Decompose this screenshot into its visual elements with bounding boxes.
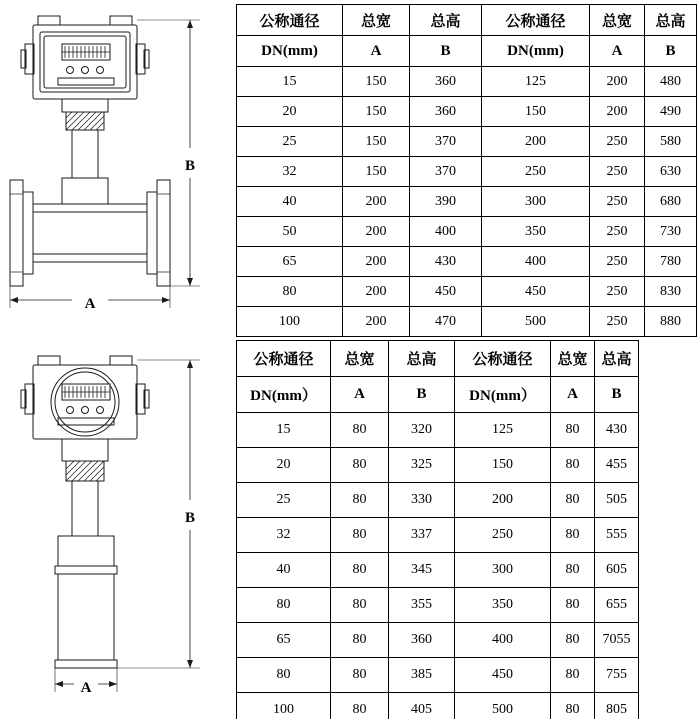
cell-b-left: 400	[410, 217, 482, 247]
table-row	[237, 97, 697, 127]
cell-b-left: 370	[410, 157, 482, 187]
table-row	[237, 553, 639, 588]
cell-b-right: 7055	[595, 623, 639, 658]
cell-a-left: 200	[343, 277, 410, 307]
cell-dn-left: 80	[237, 277, 343, 307]
cell-b-left: 330	[389, 483, 455, 518]
cell-dn-right: 350	[455, 588, 551, 623]
cell-a-right: 250	[590, 127, 645, 157]
header-dn-unit-left-2: DN(mm）	[237, 377, 331, 413]
cell-b-right: 480	[645, 67, 697, 97]
cell-a-left: 80	[331, 483, 389, 518]
cell-a-right: 250	[590, 247, 645, 277]
header-b-right-2: B	[595, 377, 639, 413]
cell-dn-left: 100	[237, 693, 331, 719]
table-clamp-type	[236, 340, 639, 719]
cell-dn-left: 100	[237, 307, 343, 337]
cell-dn-left: 25	[237, 483, 331, 518]
cell-a-right: 250	[590, 187, 645, 217]
cell-dn-left: 15	[237, 67, 343, 97]
cell-dn-right: 200	[482, 127, 590, 157]
header-width-left-2: 总宽	[331, 341, 389, 377]
cell-a-left: 150	[343, 157, 410, 187]
cell-dn-left: 65	[237, 623, 331, 658]
table-row	[237, 518, 639, 553]
drawings-column	[0, 0, 232, 719]
svg-text:A: A	[84, 296, 96, 312]
cell-a-left: 80	[331, 658, 389, 693]
table-row	[237, 157, 697, 187]
cell-a-left: 80	[331, 413, 389, 448]
header-dn-left-2: 公称通径	[237, 341, 331, 377]
cell-b-right: 490	[645, 97, 697, 127]
cell-a-left: 200	[343, 307, 410, 337]
cell-b-right: 605	[595, 553, 639, 588]
cell-b-left: 430	[410, 247, 482, 277]
table-row	[237, 127, 697, 157]
table-header-row-2	[237, 36, 697, 67]
cell-dn-right: 250	[455, 518, 551, 553]
cell-b-left: 405	[389, 693, 455, 719]
cell-dn-left: 20	[237, 448, 331, 483]
cell-dn-right: 125	[455, 413, 551, 448]
table-row	[237, 658, 639, 693]
header-a-left-2: A	[331, 377, 389, 413]
cell-b-right: 780	[645, 247, 697, 277]
header-a-right-1: A	[590, 36, 645, 67]
header-width-right-2: 总宽	[551, 341, 595, 377]
cell-dn-left: 25	[237, 127, 343, 157]
header-height-left-1: 总高	[410, 5, 482, 36]
cell-dn-left: 20	[237, 97, 343, 127]
header-height-right-2: 总高	[595, 341, 639, 377]
cell-a-right: 80	[551, 658, 595, 693]
cell-dn-left: 32	[237, 157, 343, 187]
cell-a-left: 200	[343, 187, 410, 217]
table-row	[237, 448, 639, 483]
header-dn-right-1: 公称通径	[482, 5, 590, 36]
cell-a-left: 80	[331, 693, 389, 719]
header-a-left-1: A	[343, 36, 410, 67]
cell-dn-right: 500	[455, 693, 551, 719]
header-width-right-1: 总宽	[590, 5, 645, 36]
svg-text:A: A	[80, 680, 92, 696]
cell-a-left: 200	[343, 247, 410, 277]
header-dn-unit-left-1: DN(mm)	[237, 36, 343, 67]
svg-text:B: B	[184, 158, 196, 174]
table-row	[237, 623, 639, 658]
cell-b-left: 370	[410, 127, 482, 157]
cell-dn-right: 150	[455, 448, 551, 483]
cell-b-left: 337	[389, 518, 455, 553]
cell-a-left: 200	[343, 217, 410, 247]
cell-dn-right: 125	[482, 67, 590, 97]
cell-b-right: 630	[645, 157, 697, 187]
cell-dn-right: 250	[482, 157, 590, 187]
cell-b-right: 880	[645, 307, 697, 337]
cell-b-right: 430	[595, 413, 639, 448]
cell-b-left: 390	[410, 187, 482, 217]
table-row	[237, 277, 697, 307]
header-height-right-1: 总高	[645, 5, 697, 36]
cell-dn-left: 40	[237, 187, 343, 217]
table-row	[237, 413, 639, 448]
cell-a-right: 80	[551, 553, 595, 588]
cell-a-left: 150	[343, 67, 410, 97]
cell-dn-left: 15	[237, 413, 331, 448]
cell-dn-left: 40	[237, 553, 331, 588]
cell-dn-left: 65	[237, 247, 343, 277]
cell-b-right: 805	[595, 693, 639, 719]
cell-a-right: 80	[551, 413, 595, 448]
cell-dn-right: 150	[482, 97, 590, 127]
cell-a-left: 80	[331, 553, 389, 588]
cell-a-left: 80	[331, 623, 389, 658]
cell-dn-right: 500	[482, 307, 590, 337]
table-row	[237, 588, 639, 623]
cell-b-left: 360	[410, 67, 482, 97]
table-row	[237, 307, 697, 337]
cell-b-right: 680	[645, 187, 697, 217]
cell-dn-left: 50	[237, 217, 343, 247]
header-height-left-2: 总高	[389, 341, 455, 377]
cell-a-left: 150	[343, 97, 410, 127]
table-row	[237, 187, 697, 217]
cell-b-left: 470	[410, 307, 482, 337]
cell-dn-right: 300	[482, 187, 590, 217]
header-b-right-1: B	[645, 36, 697, 67]
header-dn-right-2: 公称通径	[455, 341, 551, 377]
flange-type-flowmeter-drawing	[0, 8, 232, 328]
cell-a-right: 200	[590, 97, 645, 127]
cell-a-left: 80	[331, 518, 389, 553]
cell-b-right: 655	[595, 588, 639, 623]
cell-dn-right: 300	[455, 553, 551, 588]
header-dn-left-1: 公称通径	[237, 5, 343, 36]
cell-a-right: 250	[590, 277, 645, 307]
cell-b-right: 455	[595, 448, 639, 483]
cell-dn-left: 80	[237, 658, 331, 693]
table-row	[237, 693, 639, 719]
cell-dn-right: 450	[455, 658, 551, 693]
cell-b-left: 360	[410, 97, 482, 127]
table-header-row-1	[237, 5, 697, 36]
cell-a-left: 80	[331, 448, 389, 483]
cell-a-left: 80	[331, 588, 389, 623]
table-header-row-1	[237, 341, 639, 377]
header-a-right-2: A	[551, 377, 595, 413]
table-flange-type	[236, 4, 697, 337]
cell-a-right: 80	[551, 693, 595, 719]
cell-b-right: 730	[645, 217, 697, 247]
cell-b-right: 830	[645, 277, 697, 307]
table-header-row-2	[237, 377, 639, 413]
header-dn-unit-right-1: DN(mm)	[482, 36, 590, 67]
cell-b-right: 755	[595, 658, 639, 693]
cell-dn-right: 450	[482, 277, 590, 307]
cell-a-right: 80	[551, 588, 595, 623]
cell-a-right: 80	[551, 623, 595, 658]
header-dn-unit-right-2: DN(mm）	[455, 377, 551, 413]
cell-b-left: 355	[389, 588, 455, 623]
header-b-left-2: B	[389, 377, 455, 413]
cell-a-right: 80	[551, 518, 595, 553]
cell-a-right: 250	[590, 157, 645, 187]
cell-b-right: 580	[645, 127, 697, 157]
header-b-left-1: B	[410, 36, 482, 67]
table-row	[237, 67, 697, 97]
table-row	[237, 483, 639, 518]
cell-a-right: 250	[590, 307, 645, 337]
cell-b-left: 450	[410, 277, 482, 307]
cell-b-left: 325	[389, 448, 455, 483]
cell-dn-right: 200	[455, 483, 551, 518]
cell-a-left: 150	[343, 127, 410, 157]
cell-dn-left: 80	[237, 588, 331, 623]
cell-dn-right: 350	[482, 217, 590, 247]
cell-a-right: 200	[590, 67, 645, 97]
svg-text:B: B	[184, 510, 196, 526]
cell-b-left: 345	[389, 553, 455, 588]
cell-a-right: 80	[551, 448, 595, 483]
table-row	[237, 217, 697, 247]
cell-b-right: 555	[595, 518, 639, 553]
clamp-type-flowmeter-drawing	[0, 348, 232, 708]
cell-b-left: 320	[389, 413, 455, 448]
cell-a-right: 80	[551, 483, 595, 518]
header-width-left-1: 总宽	[343, 5, 410, 36]
table-row	[237, 247, 697, 277]
cell-a-right: 250	[590, 217, 645, 247]
cell-dn-left: 32	[237, 518, 331, 553]
cell-b-left: 360	[389, 623, 455, 658]
cell-b-right: 505	[595, 483, 639, 518]
cell-b-left: 385	[389, 658, 455, 693]
cell-dn-right: 400	[455, 623, 551, 658]
cell-dn-right: 400	[482, 247, 590, 277]
